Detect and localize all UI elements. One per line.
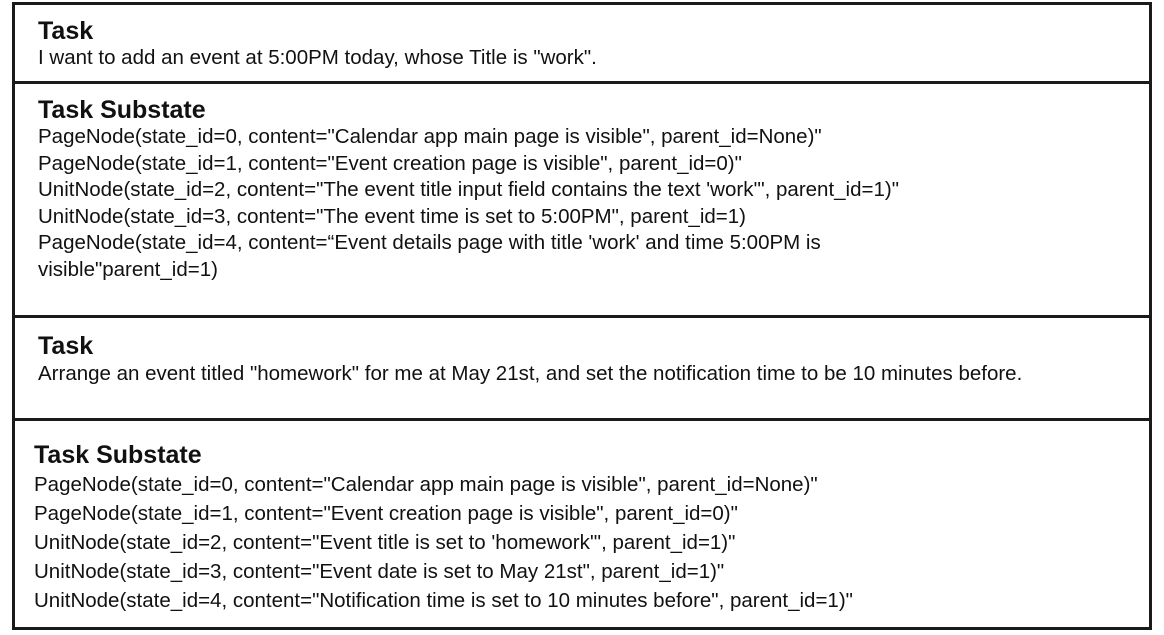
substate-heading: Task Substate — [34, 441, 202, 469]
task-table — [12, 2, 1152, 630]
task-section-2 — [15, 315, 1149, 422]
substate-line: PageNode(state_id=1, content="Event creation page is visible", parent_id=0)" — [38, 151, 742, 175]
substate-line: UnitNode(state_id=2, content="The event title input field contains the text 'work'", parent_id=1)" — [38, 178, 899, 201]
substate-section-1 — [15, 81, 1149, 317]
substate-line: PageNode(state_id=4, content=“Event details page with title 'work' and time 5:00PM is — [38, 231, 821, 254]
substate-line: PageNode(state_id=0, content="Calendar app main page is visible", parent_id=None)" — [38, 125, 822, 148]
substate-list — [38, 124, 1129, 283]
task-heading: Task — [38, 332, 94, 360]
substate-line: PageNode(state_id=0, content="Calendar app main page is visible", parent_id=None)" — [34, 473, 818, 496]
task-description: I want to add an event at 5:00PM today, whose Title is "work". — [38, 46, 597, 69]
substate-heading: Task Substate — [38, 96, 206, 124]
task-section-1 — [15, 5, 1149, 80]
substate-line: UnitNode(state_id=3, content="Event date is set to May 21st", parent_id=1)" — [34, 560, 725, 583]
substate-line: visible"parent_id=1) — [38, 257, 218, 281]
substate-line: UnitNode(state_id=2, content="Event title is set to 'homework'", parent_id=1)" — [34, 531, 736, 554]
substate-list — [34, 470, 1129, 615]
substate-line: PageNode(state_id=1, content="Event creation page is visible", parent_id=0)" — [34, 502, 738, 525]
task-description: Arrange an event titled "homework" for me at May 21st, and set the notification time to be 10 minutes before. — [38, 362, 1023, 385]
substate-line: UnitNode(state_id=3, content="The event time is set to 5:00PM", parent_id=1) — [38, 204, 746, 228]
substate-line: UnitNode(state_id=4, content="Notification time is set to 10 minutes before", parent_id=1)" — [34, 589, 853, 612]
task-heading: Task — [38, 17, 94, 45]
substate-section-2 — [15, 418, 1149, 633]
